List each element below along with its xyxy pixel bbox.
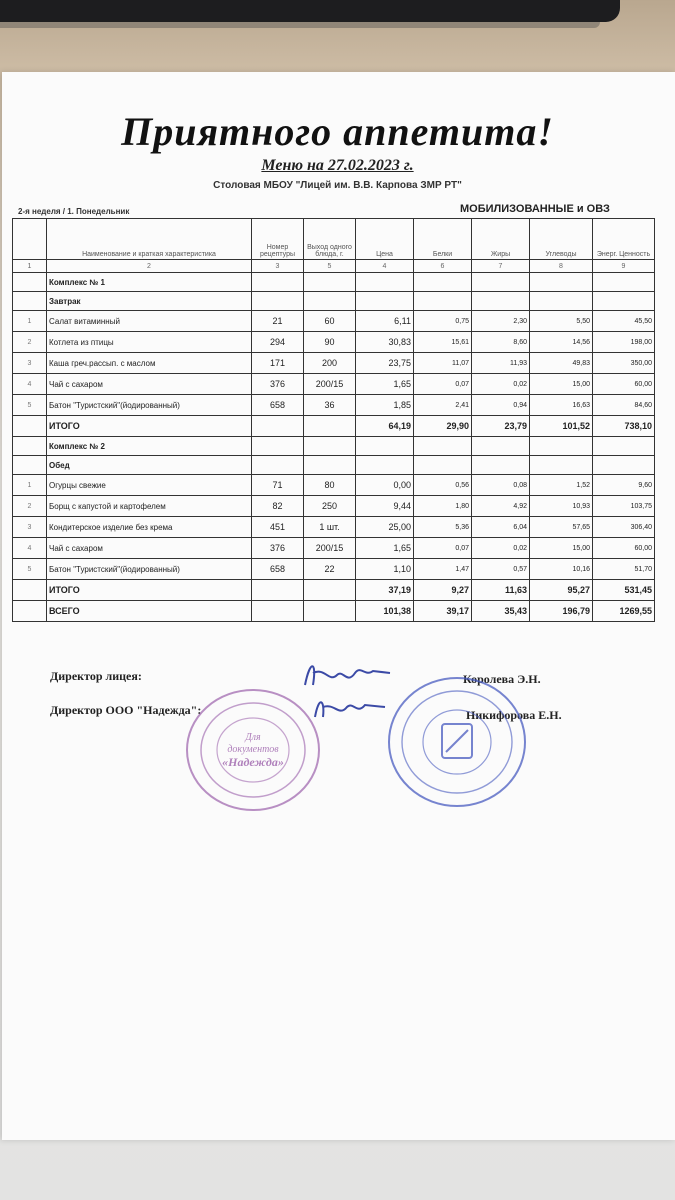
dish-yield: 200/15 [304, 374, 356, 395]
table-row [13, 517, 655, 538]
dish-name: Батон "Туристский"(йодированный) [47, 559, 252, 580]
director-ooo-label: Директор ООО "Надежда": [50, 703, 202, 717]
dish-price: 1,65 [356, 538, 414, 559]
dish-price: 1,65 [356, 374, 414, 395]
director-lyceum-label: Директор лицея: [50, 669, 142, 683]
section-row [13, 456, 655, 475]
dish-energy: 198,00 [593, 332, 655, 353]
recipe-number: 82 [252, 496, 304, 517]
dish-name: Чай с сахаром [47, 538, 252, 559]
dish-protein: 0,07 [414, 538, 472, 559]
table-row [13, 395, 655, 416]
dish-protein: 0,07 [414, 374, 472, 395]
dish-protein: 1,47 [414, 559, 472, 580]
dish-energy: 9,60 [593, 475, 655, 496]
stamp-lyceum [382, 672, 532, 812]
header-carbs: Углеводы [530, 219, 593, 260]
breakfast-label: Завтрак [47, 292, 252, 311]
complex-1-label: Комплекс № 1 [47, 273, 252, 292]
breakfast-rows [13, 311, 655, 416]
colnum: 9 [593, 260, 655, 273]
dish-energy: 60,00 [593, 538, 655, 559]
recipe-number: 294 [252, 332, 304, 353]
header-protein: Белки [414, 219, 472, 260]
table-header-row [13, 219, 655, 260]
row-index: 1 [13, 475, 47, 496]
dish-price: 0,00 [356, 475, 414, 496]
dish-fat: 0,57 [472, 559, 530, 580]
dish-price: 1,85 [356, 395, 414, 416]
dish-fat: 0,08 [472, 475, 530, 496]
dish-energy: 103,75 [593, 496, 655, 517]
total-carbs: 101,52 [530, 416, 593, 437]
total-carbs: 95,27 [530, 580, 593, 601]
total-protein: 29,90 [414, 416, 472, 437]
recipe-number: 658 [252, 395, 304, 416]
dish-price: 1,10 [356, 559, 414, 580]
header-yield: Выход одного блюда, г. [304, 219, 356, 260]
dish-price: 6,11 [356, 311, 414, 332]
total-fat: 11,63 [472, 580, 530, 601]
colnum: 4 [356, 260, 414, 273]
svg-text:Для: Для [245, 732, 261, 743]
recipe-number: 21 [252, 311, 304, 332]
dish-fat: 6,04 [472, 517, 530, 538]
colnum: 8 [530, 260, 593, 273]
total-energy: 738,10 [593, 416, 655, 437]
section-row [13, 273, 655, 292]
organization: Столовая МБОУ "Лицей им. В.В. Карпова ЗМР РТ" [213, 180, 462, 191]
header-name: Наименование и краткая характеристика [47, 219, 252, 260]
table-row [13, 311, 655, 332]
dish-carbs: 1,52 [530, 475, 593, 496]
dish-energy: 84,60 [593, 395, 655, 416]
table-row [13, 475, 655, 496]
row-index: 2 [13, 496, 47, 517]
row-index: 3 [13, 517, 47, 538]
dish-carbs: 15,00 [530, 374, 593, 395]
total-price: 64,19 [356, 416, 414, 437]
dish-price: 25,00 [356, 517, 414, 538]
director-ooo-name: Никифорова Е.Н. [466, 708, 562, 722]
dish-name: Борщ с капустой и картофелем [47, 496, 252, 517]
table-row [13, 332, 655, 353]
dish-carbs: 10,93 [530, 496, 593, 517]
dish-yield: 200 [304, 353, 356, 374]
dish-yield: 250 [304, 496, 356, 517]
dish-name: Чай с сахаром [47, 374, 252, 395]
header-index [13, 219, 47, 260]
page-title: Приятного аппетита! [121, 109, 554, 154]
colnum: 7 [472, 260, 530, 273]
dish-energy: 51,70 [593, 559, 655, 580]
director-lyceum-name: Королева Э.Н. [463, 672, 541, 686]
dish-energy: 306,40 [593, 517, 655, 538]
grand-total-row [13, 601, 655, 622]
stamp-nadezhda [180, 682, 330, 817]
grand-total-fat: 35,43 [472, 601, 530, 622]
dish-yield: 22 [304, 559, 356, 580]
dish-protein: 0,75 [414, 311, 472, 332]
row-index: 2 [13, 332, 47, 353]
dish-name: Кондитерское изделие без крема [47, 517, 252, 538]
dish-yield: 36 [304, 395, 356, 416]
row-index: 3 [13, 353, 47, 374]
dish-yield: 1 шт. [304, 517, 356, 538]
grand-total-label: ВСЕГО [47, 601, 252, 622]
svg-text:документов: документов [227, 744, 279, 755]
complex-2-label: Комплекс № 2 [47, 437, 252, 456]
dish-price: 9,44 [356, 496, 414, 517]
column-number-row [13, 260, 655, 273]
total-energy: 531,45 [593, 580, 655, 601]
lunch-total-row [13, 580, 655, 601]
device-edge [0, 0, 620, 22]
total-protein: 9,27 [414, 580, 472, 601]
dish-fat: 2,30 [472, 311, 530, 332]
recipe-number: 376 [252, 538, 304, 559]
dish-name: Салат витаминный [47, 311, 252, 332]
colnum: 6 [414, 260, 472, 273]
dish-price: 23,75 [356, 353, 414, 374]
dish-fat: 8,60 [472, 332, 530, 353]
recipe-number: 376 [252, 374, 304, 395]
dish-name: Огурцы свежие [47, 475, 252, 496]
dish-energy: 45,50 [593, 311, 655, 332]
grand-total-protein: 39,17 [414, 601, 472, 622]
header-energy: Энерг. Ценность [593, 219, 655, 260]
dish-yield: 90 [304, 332, 356, 353]
header-fat: Жиры [472, 219, 530, 260]
table-row [13, 374, 655, 395]
table-row [13, 496, 655, 517]
row-index: 5 [13, 559, 47, 580]
table-row [13, 353, 655, 374]
dish-name: Котлета из птицы [47, 332, 252, 353]
dish-fat: 11,93 [472, 353, 530, 374]
dish-protein: 0,56 [414, 475, 472, 496]
dish-carbs: 15,00 [530, 538, 593, 559]
dish-yield: 80 [304, 475, 356, 496]
recipe-number: 171 [252, 353, 304, 374]
dish-carbs: 10,16 [530, 559, 593, 580]
lunch-rows [13, 475, 655, 580]
dish-fat: 4,92 [472, 496, 530, 517]
dish-protein: 2,41 [414, 395, 472, 416]
colnum: 3 [252, 260, 304, 273]
dish-carbs: 16,63 [530, 395, 593, 416]
table-row [13, 559, 655, 580]
dish-carbs: 49,83 [530, 353, 593, 374]
row-index: 1 [13, 311, 47, 332]
recipe-number: 451 [252, 517, 304, 538]
svg-text:«Надежда»: «Надежда» [222, 755, 284, 769]
dish-energy: 60,00 [593, 374, 655, 395]
dish-carbs: 5,50 [530, 311, 593, 332]
dish-price: 30,83 [356, 332, 414, 353]
device-shadow [0, 22, 600, 28]
section-row [13, 437, 655, 456]
lunch-label: Обед [47, 456, 252, 475]
header-price: Цена [356, 219, 414, 260]
recipe-number: 658 [252, 559, 304, 580]
row-index: 4 [13, 538, 47, 559]
dish-carbs: 14,56 [530, 332, 593, 353]
recipe-number: 71 [252, 475, 304, 496]
menu-category: МОБИЛИЗОВАННЫЕ и ОВЗ [460, 203, 610, 215]
total-price: 37,19 [356, 580, 414, 601]
dish-yield: 200/15 [304, 538, 356, 559]
breakfast-total-row [13, 416, 655, 437]
menu-date: Меню на 27.02.2023 г. [261, 157, 414, 174]
section-row [13, 292, 655, 311]
dish-fat: 0,02 [472, 538, 530, 559]
dish-protein: 15,61 [414, 332, 472, 353]
table-row [13, 538, 655, 559]
colnum: 1 [13, 260, 47, 273]
header-recipe: Номер рецептуры [252, 219, 304, 260]
dish-protein: 11,07 [414, 353, 472, 374]
dish-yield: 60 [304, 311, 356, 332]
dish-protein: 5,36 [414, 517, 472, 538]
dish-name: Батон "Туристский"(йодированный) [47, 395, 252, 416]
dish-carbs: 57,65 [530, 517, 593, 538]
total-label: ИТОГО [47, 416, 252, 437]
dish-fat: 0,94 [472, 395, 530, 416]
dish-protein: 1,80 [414, 496, 472, 517]
week-day: 2-я неделя / 1. Понедельник [18, 207, 130, 216]
menu-table [12, 218, 655, 622]
colnum: 5 [304, 260, 356, 273]
total-fat: 23,79 [472, 416, 530, 437]
dish-fat: 0,02 [472, 374, 530, 395]
grand-total-carbs: 196,79 [530, 601, 593, 622]
grand-total-price: 101,38 [356, 601, 414, 622]
grand-total-energy: 1269,55 [593, 601, 655, 622]
row-index: 4 [13, 374, 47, 395]
dish-name: Каша греч.рассып. с маслом [47, 353, 252, 374]
total-label: ИТОГО [47, 580, 252, 601]
row-index: 5 [13, 395, 47, 416]
colnum: 2 [47, 260, 252, 273]
dish-energy: 350,00 [593, 353, 655, 374]
